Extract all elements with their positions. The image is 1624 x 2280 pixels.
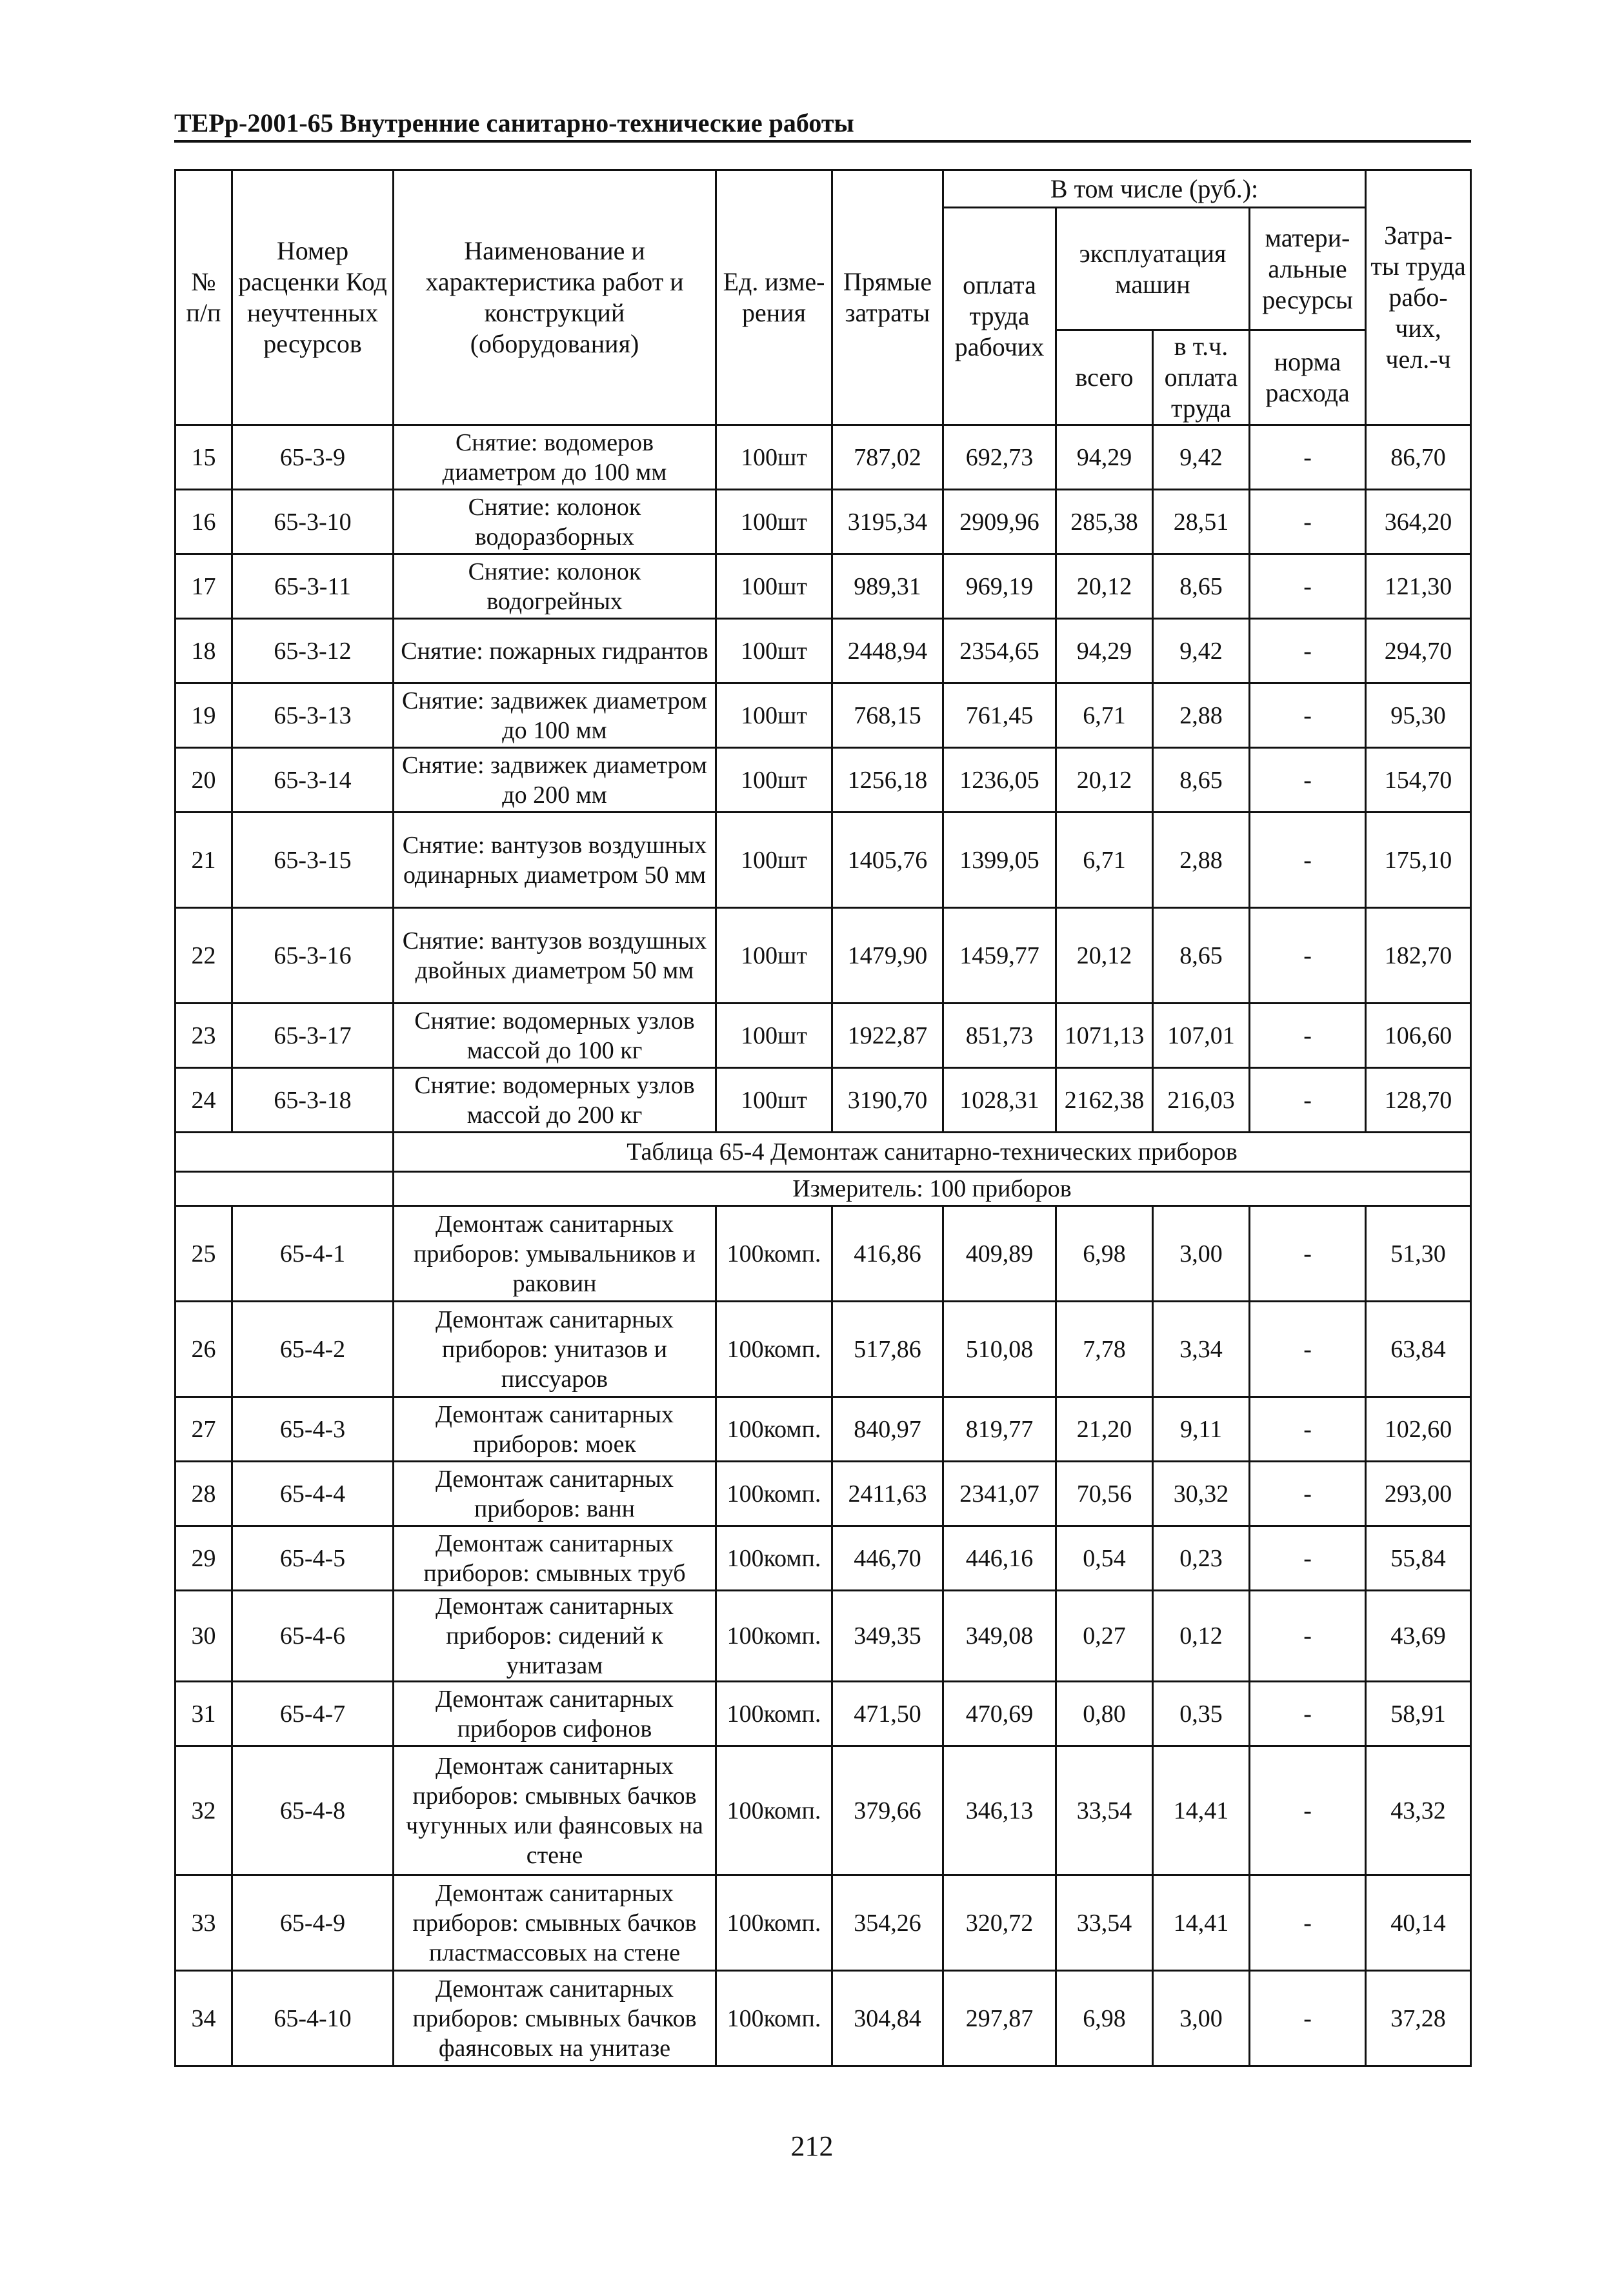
table-row xyxy=(175,1875,1471,1971)
unit: 100комп. xyxy=(716,1397,832,1462)
work-name: Демонтаж санитарных приборов: сидений к унитазам xyxy=(394,1591,716,1682)
unit: 100шт xyxy=(716,490,832,554)
work-name: Снятие: пожарных гидрантов xyxy=(394,619,716,683)
materials-norm: - xyxy=(1250,1971,1366,2066)
table-row xyxy=(175,1591,1471,1682)
col-num: № п/п xyxy=(175,170,232,425)
materials-norm: - xyxy=(1250,1206,1366,1302)
labor-cost: 43,32 xyxy=(1366,1746,1471,1875)
labor-cost: 55,84 xyxy=(1366,1526,1471,1591)
rate-code: 65-3-16 xyxy=(232,908,394,1004)
table-row xyxy=(175,554,1471,619)
labor-pay: 969,19 xyxy=(943,554,1056,619)
row-number: 27 xyxy=(175,1397,232,1462)
row-number: 18 xyxy=(175,619,232,683)
machines-total: 21,20 xyxy=(1056,1397,1153,1462)
table-row xyxy=(175,812,1471,908)
rate-code: 65-3-18 xyxy=(232,1068,394,1133)
machines-labor-pay: 2,88 xyxy=(1153,683,1250,748)
work-name: Снятие: колонок водогрейных xyxy=(394,554,716,619)
unit: 100комп. xyxy=(716,1875,832,1971)
labor-pay: 470,69 xyxy=(943,1682,1056,1746)
unit: 100шт xyxy=(716,683,832,748)
machines-total: 0,54 xyxy=(1056,1526,1153,1591)
machines-total: 6,71 xyxy=(1056,812,1153,908)
machines-labor-pay: 9,11 xyxy=(1153,1397,1250,1462)
section-blank xyxy=(175,1133,394,1172)
work-name: Демонтаж санитарных приборов сифонов xyxy=(394,1682,716,1746)
table-row xyxy=(175,1526,1471,1591)
machines-labor-pay: 8,65 xyxy=(1153,554,1250,619)
direct-costs: 446,70 xyxy=(832,1526,943,1591)
work-name: Снятие: водомеров диаметром до 100 мм xyxy=(394,425,716,490)
col-labor-pay: оплата труда рабочих xyxy=(943,208,1056,425)
row-number: 25 xyxy=(175,1206,232,1302)
materials-norm: - xyxy=(1250,425,1366,490)
machines-total: 6,98 xyxy=(1056,1971,1153,2066)
labor-pay: 851,73 xyxy=(943,1004,1056,1068)
unit: 100комп. xyxy=(716,1682,832,1746)
work-name: Демонтаж санитарных приборов: моек xyxy=(394,1397,716,1462)
machines-total: 33,54 xyxy=(1056,1875,1153,1971)
unit: 100комп. xyxy=(716,1746,832,1875)
direct-costs: 787,02 xyxy=(832,425,943,490)
machines-total: 1071,13 xyxy=(1056,1004,1153,1068)
unit: 100шт xyxy=(716,425,832,490)
materials-norm: - xyxy=(1250,619,1366,683)
document-title: ТЕРр-2001-65 Внутренние санитарно-технические работы xyxy=(174,108,854,137)
rate-code: 65-3-11 xyxy=(232,554,394,619)
materials-norm: - xyxy=(1250,748,1366,812)
col-machines-labor: в т.ч. оплата труда xyxy=(1153,330,1250,425)
materials-norm: - xyxy=(1250,1004,1366,1068)
labor-cost: 294,70 xyxy=(1366,619,1471,683)
labor-cost: 102,60 xyxy=(1366,1397,1471,1462)
unit: 100шт xyxy=(716,554,832,619)
work-name: Снятие: вантузов воздушных одинарных диаметром 50 мм xyxy=(394,812,716,908)
unit: 100шт xyxy=(716,619,832,683)
row-number: 24 xyxy=(175,1068,232,1133)
labor-cost: 128,70 xyxy=(1366,1068,1471,1133)
table-row xyxy=(175,1397,1471,1462)
labor-pay: 1459,77 xyxy=(943,908,1056,1004)
machines-labor-pay: 2,88 xyxy=(1153,812,1250,908)
labor-pay: 2341,07 xyxy=(943,1462,1056,1526)
unit: 100комп. xyxy=(716,1971,832,2066)
row-number: 32 xyxy=(175,1746,232,1875)
row-number: 23 xyxy=(175,1004,232,1068)
materials-norm: - xyxy=(1250,1526,1366,1591)
direct-costs: 768,15 xyxy=(832,683,943,748)
direct-costs: 354,26 xyxy=(832,1875,943,1971)
rate-code: 65-4-9 xyxy=(232,1875,394,1971)
row-number: 33 xyxy=(175,1875,232,1971)
machines-labor-pay: 0,35 xyxy=(1153,1682,1250,1746)
work-name: Снятие: задвижек диаметром до 100 мм xyxy=(394,683,716,748)
work-name: Демонтаж санитарных приборов: ванн xyxy=(394,1462,716,1526)
machines-labor-pay: 14,41 xyxy=(1153,1746,1250,1875)
table-row xyxy=(175,1004,1471,1068)
machines-total: 7,78 xyxy=(1056,1302,1153,1397)
rate-code: 65-4-8 xyxy=(232,1746,394,1875)
labor-cost: 293,00 xyxy=(1366,1462,1471,1526)
machines-total: 94,29 xyxy=(1056,425,1153,490)
unit: 100комп. xyxy=(716,1206,832,1302)
section-title: Таблица 65-4 Демонтаж санитарно-технических приборов xyxy=(394,1133,1471,1172)
table-row xyxy=(175,1206,1471,1302)
table-row xyxy=(175,1302,1471,1397)
labor-cost: 86,70 xyxy=(1366,425,1471,490)
table-row xyxy=(175,908,1471,1004)
work-name: Демонтаж санитарных приборов: смывных бачков чугунных или фаянсовых на стене xyxy=(394,1746,716,1875)
machines-labor-pay: 9,42 xyxy=(1153,619,1250,683)
labor-cost: 95,30 xyxy=(1366,683,1471,748)
unit: 100комп. xyxy=(716,1462,832,1526)
materials-norm: - xyxy=(1250,554,1366,619)
direct-costs: 1256,18 xyxy=(832,748,943,812)
col-name: Наименование и характеристика работ и конструкций (оборудования) xyxy=(394,170,716,425)
direct-costs: 3195,34 xyxy=(832,490,943,554)
unit: 100шт xyxy=(716,1004,832,1068)
table-row xyxy=(175,748,1471,812)
col-direct: Прямые затраты xyxy=(832,170,943,425)
col-unit: Ед. изме-рения xyxy=(716,170,832,425)
machines-labor-pay: 8,65 xyxy=(1153,748,1250,812)
materials-norm: - xyxy=(1250,1746,1366,1875)
unit: 100комп. xyxy=(716,1591,832,1682)
row-number: 15 xyxy=(175,425,232,490)
rates-table xyxy=(174,169,1472,2067)
machines-total: 33,54 xyxy=(1056,1746,1153,1875)
materials-norm: - xyxy=(1250,1462,1366,1526)
col-machines-total: всего xyxy=(1056,330,1153,425)
materials-norm: - xyxy=(1250,1068,1366,1133)
labor-cost: 37,28 xyxy=(1366,1971,1471,2066)
labor-pay: 1399,05 xyxy=(943,812,1056,908)
table-row xyxy=(175,1068,1471,1133)
rate-code: 65-3-10 xyxy=(232,490,394,554)
machines-total: 6,71 xyxy=(1056,683,1153,748)
materials-norm: - xyxy=(1250,1682,1366,1746)
rate-code: 65-4-1 xyxy=(232,1206,394,1302)
table-row xyxy=(175,425,1471,490)
materials-norm: - xyxy=(1250,908,1366,1004)
labor-cost: 43,69 xyxy=(1366,1591,1471,1682)
rate-code: 65-4-10 xyxy=(232,1971,394,2066)
table-row xyxy=(175,683,1471,748)
row-number: 30 xyxy=(175,1591,232,1682)
section-header xyxy=(175,1133,1471,1206)
col-including: В том числе (руб.): xyxy=(943,170,1366,208)
machines-labor-pay: 28,51 xyxy=(1153,490,1250,554)
work-name: Снятие: колонок водоразборных xyxy=(394,490,716,554)
row-number: 20 xyxy=(175,748,232,812)
rate-code: 65-4-3 xyxy=(232,1397,394,1462)
labor-cost: 364,20 xyxy=(1366,490,1471,554)
machines-total: 285,38 xyxy=(1056,490,1153,554)
rate-code: 65-4-5 xyxy=(232,1526,394,1591)
direct-costs: 1405,76 xyxy=(832,812,943,908)
table-row xyxy=(175,619,1471,683)
unit: 100комп. xyxy=(716,1526,832,1591)
machines-labor-pay: 216,03 xyxy=(1153,1068,1250,1133)
section-measure: Измеритель: 100 приборов xyxy=(394,1172,1471,1206)
row-number: 26 xyxy=(175,1302,232,1397)
work-name: Снятие: задвижек диаметром до 200 мм xyxy=(394,748,716,812)
labor-pay: 510,08 xyxy=(943,1302,1056,1397)
labor-pay: 346,13 xyxy=(943,1746,1056,1875)
machines-labor-pay: 14,41 xyxy=(1153,1875,1250,1971)
machines-labor-pay: 3,00 xyxy=(1153,1206,1250,1302)
unit: 100комп. xyxy=(716,1302,832,1397)
machines-labor-pay: 9,42 xyxy=(1153,425,1250,490)
rate-code: 65-4-6 xyxy=(232,1591,394,1682)
row-number: 16 xyxy=(175,490,232,554)
rate-code: 65-3-9 xyxy=(232,425,394,490)
unit: 100шт xyxy=(716,748,832,812)
materials-norm: - xyxy=(1250,683,1366,748)
direct-costs: 840,97 xyxy=(832,1397,943,1462)
labor-cost: 154,70 xyxy=(1366,748,1471,812)
rate-code: 65-4-4 xyxy=(232,1462,394,1526)
row-number: 34 xyxy=(175,1971,232,2066)
work-name: Снятие: водомерных узлов массой до 200 кг xyxy=(394,1068,716,1133)
direct-costs: 3190,70 xyxy=(832,1068,943,1133)
row-number: 19 xyxy=(175,683,232,748)
work-name: Демонтаж санитарных приборов: смывных труб xyxy=(394,1526,716,1591)
labor-cost: 58,91 xyxy=(1366,1682,1471,1746)
rate-code: 65-3-14 xyxy=(232,748,394,812)
machines-labor-pay: 107,01 xyxy=(1153,1004,1250,1068)
row-number: 17 xyxy=(175,554,232,619)
direct-costs: 1479,90 xyxy=(832,908,943,1004)
direct-costs: 379,66 xyxy=(832,1746,943,1875)
unit: 100шт xyxy=(716,812,832,908)
machines-total: 94,29 xyxy=(1056,619,1153,683)
labor-pay: 2909,96 xyxy=(943,490,1056,554)
rate-code: 65-3-15 xyxy=(232,812,394,908)
labor-pay: 297,87 xyxy=(943,1971,1056,2066)
work-name: Демонтаж санитарных приборов: унитазов и писсуаров xyxy=(394,1302,716,1397)
labor-cost: 182,70 xyxy=(1366,908,1471,1004)
direct-costs: 2411,63 xyxy=(832,1462,943,1526)
machines-total: 20,12 xyxy=(1056,908,1153,1004)
page-number: 212 xyxy=(790,2130,834,2162)
direct-costs: 349,35 xyxy=(832,1591,943,1682)
work-name: Демонтаж санитарных приборов: смывных бачков фаянсовых на унитазе xyxy=(394,1971,716,2066)
materials-norm: - xyxy=(1250,1591,1366,1682)
direct-costs: 304,84 xyxy=(832,1971,943,2066)
machines-labor-pay: 3,00 xyxy=(1153,1971,1250,2066)
direct-costs: 1922,87 xyxy=(832,1004,943,1068)
direct-costs: 989,31 xyxy=(832,554,943,619)
col-labor-cost: Затра-ты труда рабо-чих, чел.-ч xyxy=(1366,170,1471,425)
row-number: 21 xyxy=(175,812,232,908)
materials-norm: - xyxy=(1250,1397,1366,1462)
rate-code: 65-4-2 xyxy=(232,1302,394,1397)
work-name: Демонтаж санитарных приборов: умывальников и раковин xyxy=(394,1206,716,1302)
labor-cost: 63,84 xyxy=(1366,1302,1471,1397)
direct-costs: 517,86 xyxy=(832,1302,943,1397)
labor-pay: 409,89 xyxy=(943,1206,1056,1302)
machines-total: 20,12 xyxy=(1056,554,1153,619)
work-name: Снятие: водомерных узлов массой до 100 кг xyxy=(394,1004,716,1068)
materials-norm: - xyxy=(1250,1302,1366,1397)
materials-norm: - xyxy=(1250,812,1366,908)
row-number: 22 xyxy=(175,908,232,1004)
table-row xyxy=(175,1462,1471,1526)
page-header xyxy=(174,106,1471,143)
unit: 100шт xyxy=(716,1068,832,1133)
work-name: Демонтаж санитарных приборов: смывных бачков пластмассовых на стене xyxy=(394,1875,716,1971)
direct-costs: 471,50 xyxy=(832,1682,943,1746)
labor-pay: 1028,31 xyxy=(943,1068,1056,1133)
rate-code: 65-4-7 xyxy=(232,1682,394,1746)
labor-cost: 106,60 xyxy=(1366,1004,1471,1068)
materials-norm: - xyxy=(1250,1875,1366,1971)
table-row xyxy=(175,1746,1471,1875)
row-number: 29 xyxy=(175,1526,232,1591)
col-machines: эксплуатация машин xyxy=(1056,208,1250,330)
labor-pay: 692,73 xyxy=(943,425,1056,490)
table-body-dismantling xyxy=(175,1206,1471,2066)
labor-cost: 175,10 xyxy=(1366,812,1471,908)
col-materials: матери-альные ресурсы xyxy=(1250,208,1366,330)
machines-total: 2162,38 xyxy=(1056,1068,1153,1133)
labor-cost: 51,30 xyxy=(1366,1206,1471,1302)
table-row xyxy=(175,1682,1471,1746)
machines-labor-pay: 0,12 xyxy=(1153,1591,1250,1682)
table-body-removal xyxy=(175,425,1471,1133)
labor-pay: 819,77 xyxy=(943,1397,1056,1462)
labor-cost: 121,30 xyxy=(1366,554,1471,619)
direct-costs: 416,86 xyxy=(832,1206,943,1302)
labor-cost: 40,14 xyxy=(1366,1875,1471,1971)
machines-total: 0,27 xyxy=(1056,1591,1153,1682)
rate-code: 65-3-13 xyxy=(232,683,394,748)
machines-total: 0,80 xyxy=(1056,1682,1153,1746)
work-name: Снятие: вантузов воздушных двойных диаметром 50 мм xyxy=(394,908,716,1004)
table-header xyxy=(175,170,1471,425)
col-code: Номер расценки Код неучтенных ресурсов xyxy=(232,170,394,425)
labor-pay: 349,08 xyxy=(943,1591,1056,1682)
machines-labor-pay: 8,65 xyxy=(1153,908,1250,1004)
col-materials-norm: норма расхода xyxy=(1250,330,1366,425)
machines-labor-pay: 3,34 xyxy=(1153,1302,1250,1397)
labor-pay: 320,72 xyxy=(943,1875,1056,1971)
machines-total: 6,98 xyxy=(1056,1206,1153,1302)
direct-costs: 2448,94 xyxy=(832,619,943,683)
materials-norm: - xyxy=(1250,490,1366,554)
section-blank xyxy=(175,1172,394,1206)
table-row xyxy=(175,1971,1471,2066)
labor-pay: 761,45 xyxy=(943,683,1056,748)
unit: 100шт xyxy=(716,908,832,1004)
rate-code: 65-3-17 xyxy=(232,1004,394,1068)
machines-labor-pay: 30,32 xyxy=(1153,1462,1250,1526)
rate-code: 65-3-12 xyxy=(232,619,394,683)
table-row xyxy=(175,490,1471,554)
labor-pay: 1236,05 xyxy=(943,748,1056,812)
machines-total: 70,56 xyxy=(1056,1462,1153,1526)
row-number: 28 xyxy=(175,1462,232,1526)
machines-total: 20,12 xyxy=(1056,748,1153,812)
machines-labor-pay: 0,23 xyxy=(1153,1526,1250,1591)
labor-pay: 446,16 xyxy=(943,1526,1056,1591)
row-number: 31 xyxy=(175,1682,232,1746)
labor-pay: 2354,65 xyxy=(943,619,1056,683)
